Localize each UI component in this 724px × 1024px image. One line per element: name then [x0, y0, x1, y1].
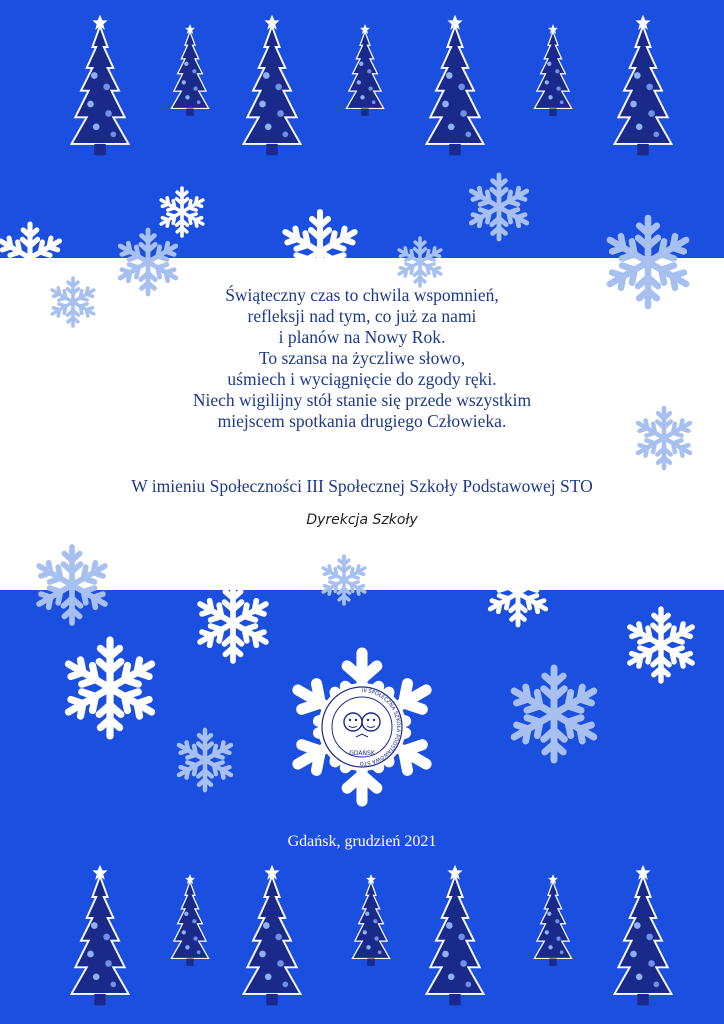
place-and-date: Gdańsk, grudzień 2021	[287, 833, 437, 850]
snowflake-icon	[159, 188, 206, 236]
logo-ring-text: III SPOŁECZNA SZKOŁA PODSTAWOWA STO	[359, 687, 401, 767]
christmas-tree-icon	[72, 15, 129, 156]
christmas-tree-icon	[534, 874, 571, 966]
christmas-tree-icon	[244, 15, 301, 156]
christmas-tree-icon	[615, 15, 672, 156]
christmas-tree-icon	[346, 24, 383, 116]
snowflake-icon	[176, 730, 235, 790]
christmas-tree-icon	[534, 24, 571, 116]
snowflake-icon	[468, 175, 531, 239]
greeting-line: i planów na Nowy Rok.	[278, 327, 446, 347]
snowflake-icon	[0, 224, 63, 292]
greeting-text	[62, 285, 662, 432]
snowflake-icon	[281, 212, 359, 292]
snowflake-icon	[321, 556, 368, 604]
greeting-line: uśmiech i wyciągnięcie do zgody ręki.	[227, 369, 497, 389]
christmas-tree-icon	[72, 865, 129, 1006]
greeting-line: miejscem spotkania drugiego Człowieka.	[217, 411, 507, 431]
greeting-line: refleksji nad tym, co już za nami	[247, 306, 477, 326]
greeting-line: To szansa na życzliwe słowo,	[258, 348, 466, 368]
snowflake-icon	[509, 668, 599, 760]
snowflake-icon	[626, 609, 696, 681]
snowflake-icon	[196, 585, 270, 661]
christmas-tree-icon	[352, 874, 389, 966]
snowflake-icon	[63, 640, 157, 736]
snowflake-icon	[487, 561, 550, 625]
snowflake-icon	[397, 238, 444, 286]
school-logo	[290, 653, 435, 801]
christmas-tree-icon	[427, 15, 484, 156]
christmas-tree-icon	[171, 874, 208, 966]
greeting-line: Niech wigilijny stół stanie się przede wszystkim	[192, 390, 532, 410]
direction-signature: Dyrekcja Szkoły	[306, 512, 418, 528]
logo-city: GDAŃSK	[349, 750, 375, 757]
signature-line: W imieniu Społeczności III Społecznej Szkoły Podstawowej STO	[131, 476, 593, 496]
christmas-tree-icon	[427, 865, 484, 1006]
snowflake-icon	[35, 547, 109, 623]
christmas-tree-icon	[244, 865, 301, 1006]
christmas-tree-icon	[615, 865, 672, 1006]
greeting-line: Świąteczny czas to chwila wspomnień,	[225, 285, 499, 305]
christmas-tree-icon	[171, 24, 208, 116]
